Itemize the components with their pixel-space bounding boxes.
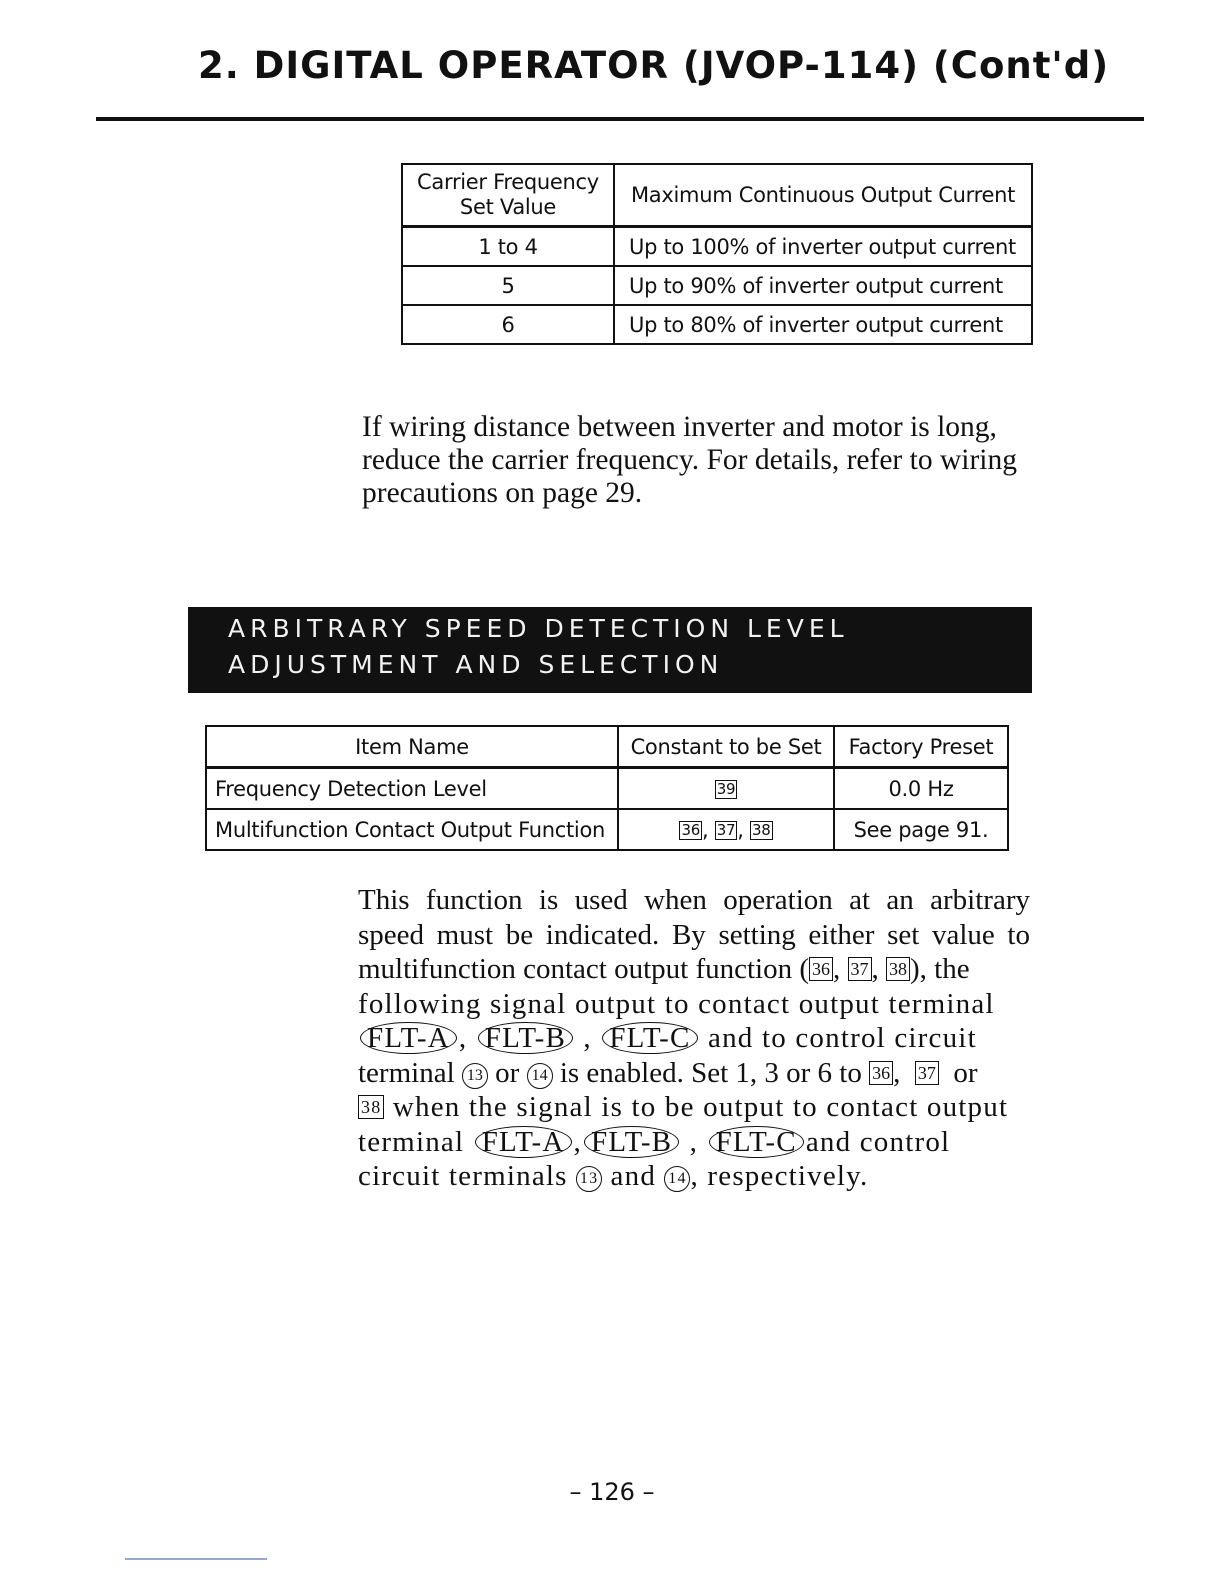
text-line: This function is used when operation at an arbitrary bbox=[358, 884, 1030, 916]
constant-key: 38 bbox=[752, 821, 771, 839]
carrier-set-value: 6 bbox=[402, 305, 614, 344]
text-line bbox=[358, 1090, 1030, 1125]
text-fragment: ), the bbox=[910, 953, 970, 985]
text-fragment: and bbox=[610, 1160, 657, 1192]
header-carrier-frequency: Carrier Frequency Set Value bbox=[402, 164, 614, 227]
terminal-flt-c: FLT-C bbox=[709, 1126, 804, 1158]
circuit-terminal-14: 14 bbox=[664, 1166, 690, 1192]
terminal-flt-b: FLT-B bbox=[584, 1126, 679, 1158]
carrier-frequency-table bbox=[401, 163, 1033, 345]
section-heading-banner bbox=[188, 607, 1032, 693]
factory-preset: See page 91. bbox=[834, 809, 1008, 850]
text-fragment: , respectively. bbox=[690, 1160, 869, 1192]
text-line: FLT-A , FLT-B , FLT-C and to control circuit bbox=[358, 1021, 1030, 1056]
table-row bbox=[402, 227, 1032, 267]
circuit-terminal-13: 13 bbox=[576, 1166, 602, 1192]
terminal-flt-b: FLT-B bbox=[478, 1022, 573, 1054]
section-heading-line: ARBITRARY SPEED DETECTION LEVEL bbox=[228, 614, 849, 643]
table-row bbox=[206, 809, 1008, 850]
table-header-row bbox=[402, 164, 1032, 227]
circuit-terminal-13: 13 bbox=[462, 1063, 488, 1089]
terminal-flt-a: FLT-A bbox=[475, 1126, 572, 1158]
text-fragment: multifunction contact output function ( bbox=[358, 953, 810, 985]
page-number: – 126 – bbox=[569, 1478, 655, 1506]
text-fragment: terminal bbox=[358, 1125, 465, 1158]
speed-detection-table bbox=[205, 725, 1009, 851]
page-title: 2. DIGITAL OPERATOR (JVOP-114) (Cont'd) bbox=[198, 44, 1110, 87]
constant-key: 39 bbox=[716, 780, 736, 798]
carrier-set-value: 5 bbox=[402, 266, 614, 305]
header-max-output-current: Maximum Continuous Output Current bbox=[614, 164, 1032, 227]
table-row bbox=[402, 305, 1032, 344]
carrier-set-value: 1 to 4 bbox=[402, 227, 614, 267]
text-line: multifunction contact output function ( 36 , 37 , 38 ), the bbox=[358, 953, 970, 985]
header-constant: Constant to be Set bbox=[618, 726, 834, 768]
text-line: terminal FLT-A , FLT-B , FLT-C and control bbox=[358, 1125, 951, 1158]
wiring-note-paragraph: If wiring distance between inverter and motor is long, reduce the carrier frequency. For details, refer to wiring precautions on page 29. bbox=[362, 411, 1017, 509]
constant-cell bbox=[618, 768, 834, 810]
footer-rule bbox=[125, 1558, 267, 1560]
terminal-flt-a: FLT-A bbox=[360, 1022, 457, 1054]
factory-preset: 0.0 Hz bbox=[834, 768, 1008, 810]
constant-key: 37 bbox=[848, 957, 872, 981]
title-rule bbox=[96, 117, 1144, 121]
constant-key: 37 bbox=[915, 1061, 939, 1085]
text-fragment: or bbox=[953, 1056, 978, 1089]
text-fragment: when the signal is to be output to contact output bbox=[392, 1091, 1009, 1123]
function-description bbox=[358, 883, 1030, 1194]
table-row bbox=[402, 266, 1032, 305]
text-fragment: terminal bbox=[358, 1056, 455, 1089]
max-output-current: Up to 80% of inverter output current bbox=[614, 305, 1032, 344]
header-item-name: Item Name bbox=[206, 726, 618, 768]
item-name: Multifunction Contact Output Function bbox=[206, 809, 618, 850]
max-output-current: Up to 90% of inverter output current bbox=[614, 266, 1032, 305]
text-line: speed must be indicated. By setting either set value to bbox=[358, 918, 1030, 951]
text-line: following signal output to contact output terminal bbox=[358, 987, 995, 1020]
constant-key: 36 bbox=[869, 1061, 893, 1085]
constant-key: 36 bbox=[681, 821, 700, 839]
text-fragment: circuit terminals bbox=[358, 1160, 568, 1192]
table-header-row bbox=[206, 726, 1008, 768]
text-fragment: and to control circuit bbox=[708, 1022, 977, 1054]
table-row bbox=[206, 768, 1008, 810]
section-heading-line: ADJUSTMENT AND SELECTION bbox=[228, 650, 724, 679]
item-name: Frequency Detection Level bbox=[206, 768, 618, 810]
text-line: terminal 13 or 14 is enabled. Set 1, 3 or 6 to 36 , 37 or bbox=[358, 1056, 978, 1089]
constant-key: 36 bbox=[809, 957, 833, 981]
header-factory-preset: Factory Preset bbox=[834, 726, 1008, 768]
constant-cell: 36, 37, 38 bbox=[618, 809, 834, 850]
text-fragment: is enabled. Set 1, 3 or 6 to bbox=[559, 1056, 862, 1089]
text-fragment: or bbox=[495, 1056, 520, 1089]
constant-key: 38 bbox=[886, 957, 910, 981]
circuit-terminal-14: 14 bbox=[527, 1063, 553, 1089]
constant-key: 37 bbox=[716, 821, 736, 839]
max-output-current: Up to 100% of inverter output current bbox=[614, 227, 1032, 267]
constant-key: 38 bbox=[358, 1095, 384, 1119]
text-fragment: and control bbox=[805, 1125, 951, 1158]
terminal-flt-c: FLT-C bbox=[602, 1022, 697, 1054]
text-line bbox=[358, 1159, 1030, 1194]
